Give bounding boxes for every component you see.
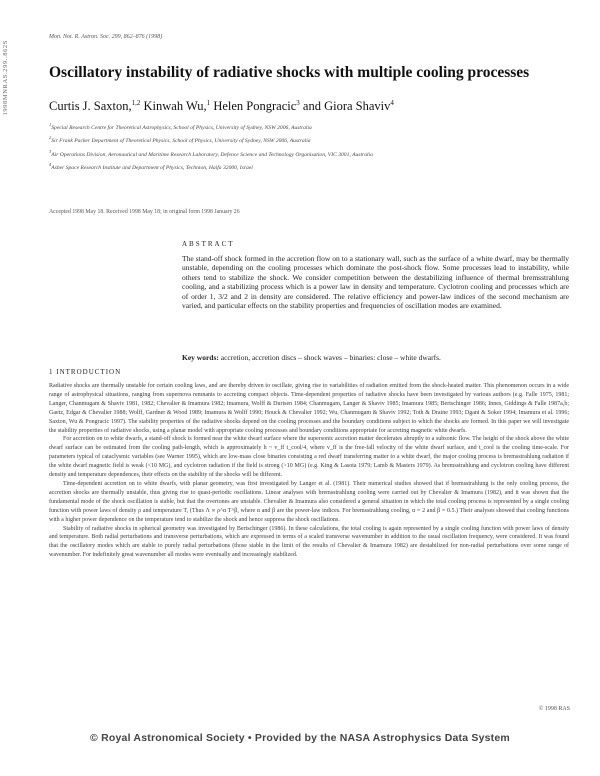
affiliation [49, 160, 569, 173]
affil-mark: 4 [49, 161, 52, 167]
journal-header: Mon. Not. R. Astron. Soc. 299, 862–876 (1998) [49, 34, 163, 40]
body-text [49, 382, 569, 560]
author-name: Curtis J. Saxton, [49, 99, 132, 114]
paper-title: Oscillatory instability of radiative shocks with multiple cooling processes [49, 64, 530, 81]
affil-mark: 2 [49, 135, 52, 141]
paragraph: Time-dependent accretion on to white dwarfs, with planar geometry, was first investigated by Langer et al. (1981). Their numerical studies showed that if bremsstrahlung is the only cooling process, the accretion shocks are thermally unstable, thus giving rise to quasi-periodic oscillations. Linear analyses with bremsstrahlung cooling were carried out by Chevalier & Imamura (1982), and it was shown that the fundamental mode of the shock oscillation is stable, but that the overtones are unstable. Chevalier & Imamura also considered a general situation in which the total cooling process is represented by a single cooling function with power laws of density ρ and temperature T, (Thus Λ ∝ ρ^α T^β, where α and β are the power-law indices. For bremsstrahlung cooling, α = 2 and β = 0.5.) Their analyses showed that cooling functions with a higher power dependence on the temperature tend to stabilize the shock and hence suppress the shock oscillations. [49, 480, 569, 523]
copyright-notice: © 1998 RAS [538, 706, 570, 712]
affil-text: Asher Space Research Institute and Department of Physics, Technion, Haifa 32000, Israel [51, 164, 253, 171]
author-name: Kinwah Wu, [143, 99, 207, 114]
author-affil-mark: 1 [206, 99, 211, 107]
abstract-text: The stand-off shock formed in the accretion flow on to a stationary wall, such as the surface of a white dwarf, may be thermally unstable, depending on the cooling processes which dominate the post-shock flow. Some processes lead to instability, while others tend to stabilize the shock. We consider competition between the destabilizing influence of thermal bremsstrahlung cooling, and a stabilizing process which is a power law in density and temperature. Cyclotron cooling and processes which are of order 1, 3/2 and 2 in density are considered. The relative efficiency and power-law indices of the second mechanism are varied, and particular effects on the stability properties and frequencies of oscillation modes are examined. [182, 254, 569, 311]
keywords-text: accretion, accretion discs – shock waves – binaries: close – white dwarfs. [220, 353, 441, 362]
paragraph: Stability of radiative shocks in spherical geometry was investigated by Bertschinger (1986). In these calculations, the total cooling is again represented by a single cooling function with power laws of density and temperature. Both radial perturbations and transverse perturbations, which are expressed in terms of a scaled transverse wavenumber in addition to the usual oscillation frequency, were considered. It was found that the oscillatory modes which are stable to purely radial perturbations (those stable in the limit of the results of Chevalier & Imamura 1982) are destabilized for non-radial perturbations over some range of wavenumber. For indefinitely great wavenumber all modes were eventually and increasingly stabilized. [49, 525, 569, 559]
affil-text: Air Operations Division, Aeronautical and Maritime Research Laboratory, Defence Science and Technology Organisation, VIC 3001, Australia [51, 151, 373, 158]
affiliation [49, 133, 569, 146]
author-affil-mark: 1,2 [131, 99, 141, 107]
affil-mark: 1 [49, 122, 52, 127]
paragraph: For accretion on to white dwarfs, a stand-off shock is formed near the white dwarf surface where the supersonic accretion matter decelerates abruptly to a subsonic flow. The height of the shock above the white dwarf surface can be estimated from the cooling path-length, which is approximately h ~ v_ff t_cool/4, where v_ff is the free-fall velocity of the white dwarf surface, and t_cool is the cooling time-scale. For parameters typical of cataclysmic variables (see Warner 1995), which are low-mass close binaries consisting a red dwarf transferring matter to a white dwarf, the major cooling process is bremsstrahlung radiation if the white dwarf magnetic field is weak (<10 MG), and cyclotron radiation if the field is strong (>10 MG) (e.g. King & Lasota 1979; Lamb & Masters 1979). As bremsstrahlung and cyclotron cooling have different density and temperature dependences, their effects on the stability of the shocks will be different. [49, 436, 569, 479]
affiliation-list [49, 120, 569, 173]
ads-footer: © Royal Astronomical Society • Provided by the NASA Astrophysics Data System [90, 732, 510, 744]
author-affil-mark: 4 [390, 99, 394, 107]
affil-text: Sir Frank Packer Department of Theoretical Physics, School of Physics, University of Sydney, NSW 2006, Australia [51, 138, 311, 145]
affil-text: Special Research Centre for Theoretical Astrophysics, School of Physics, University of Sydney, NSW 2006, Australia [51, 124, 312, 131]
author-name: and Giora Shaviv [302, 99, 391, 114]
author-name: Helen Pongracic [213, 99, 297, 114]
section-heading: 1 INTRODUCTION [49, 368, 122, 376]
abstract-heading: ABSTRACT [182, 240, 235, 248]
accepted-dates: Accepted 1998 May 18. Received 1998 May 18; in original form 1998 January 26 [49, 209, 240, 215]
affil-mark: 3 [49, 148, 52, 154]
paragraph: Radiative shocks are thermally unstable for certain cooling laws, and are thereby driven to oscillate, giving rise to variabilities of radiation emitted from the shock-heated matter. This phenomenon occurs in a wide range of astrophysical situations, ranging from supernova remnants to accreting compact objects. Time-dependent properties of radiative shocks have been investigated by various authors (e.g. Falle 1975, 1981; Langer, Chanmugam & Shaviv 1981, 1982; Chevalier & Imamura 1982; Imamura, Wolff & Durisen 1984; Chanmugam, Langer & Shaviv 1985; Imamura 1985; Bertschinger 1986; Innes, Giddings & Falle 1987a,b; Gaetz, Edgar & Chevalier 1988; Wolff, Gardner & Wood 1989; Imamura & Wolff 1990; Houck & Chevalier 1992; Wu, Chanmugam & Shaviv 1992; Toth & Draine 1993; Dgani & Soker 1994; Imamura et al. 1996; Saxton, Wu & Pongracic 1997). The stability properties of the radiative shocks depend on the cooling processes and the boundary conditions subject to which the shocks are formed. In this paper we will investigate the stability properties of radiative shocks, using a planar model with appropriate cooling processes and boundary conditions appropriate for accreting magnetic white dwarfs. [49, 383, 569, 434]
author-list [49, 99, 569, 114]
keywords [182, 353, 569, 362]
ads-bibcode: 1998MNRAS.299..862S [2, 40, 9, 116]
affiliation [49, 120, 569, 133]
keywords-label: Key words: [182, 353, 219, 362]
author-affil-mark: 3 [296, 99, 300, 107]
affiliation [49, 147, 569, 160]
